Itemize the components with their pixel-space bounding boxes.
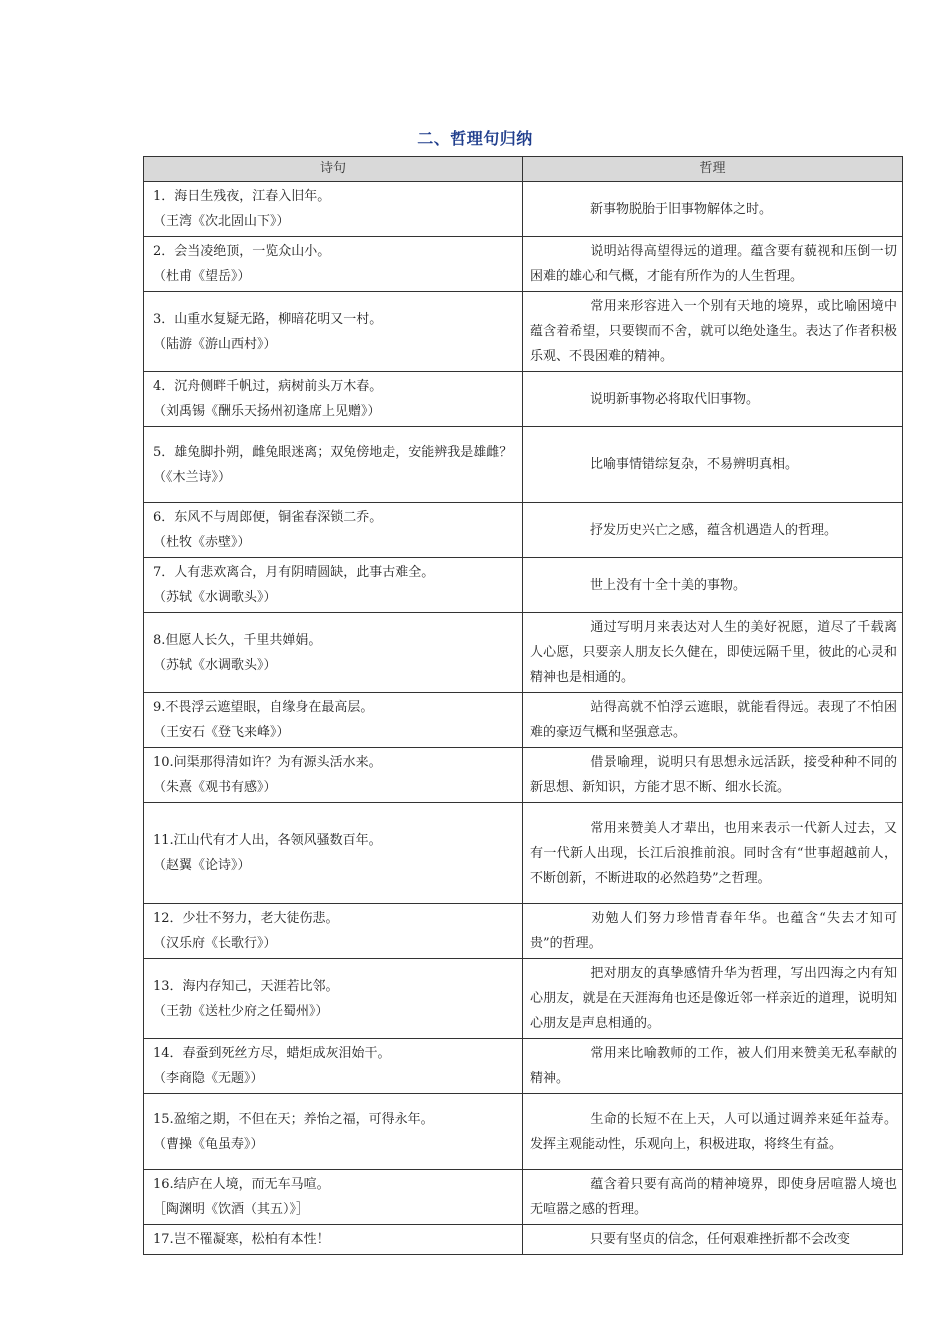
table-row — [144, 904, 903, 959]
poem-line: 5．雄兔脚扑朔，雌兔眼迷离；双兔傍地走，安能辨我是雄雌？ — [153, 444, 513, 460]
table-row — [144, 1225, 903, 1255]
poem-cell — [144, 372, 523, 427]
meaning-cell — [523, 1225, 903, 1255]
meaning-text: 抒发历史兴亡之感，蕴含机遇造人的哲理。 — [590, 522, 838, 538]
poem-source: （曹操《龟虽寿》） — [153, 1136, 264, 1152]
poem-line: 17.岂不罹凝寒，松柏有本性！ — [153, 1232, 330, 1247]
meaning-cell — [523, 503, 903, 558]
poem-line: 13．海内存知己，天涯若比邻。 — [153, 978, 339, 994]
meaning-cell — [523, 748, 903, 803]
meaning-cell — [523, 959, 903, 1039]
table-row — [144, 613, 903, 693]
philosophy-table — [143, 156, 903, 1255]
page-title: 二、哲理句归纳 — [417, 129, 533, 148]
meaning-text: 说明新事物必将取代旧事物。 — [590, 391, 760, 407]
meaning-text: 劝勉人们努力珍惜青春年华。也蕴含“失去才知可贵”的哲理。 — [530, 911, 897, 951]
poem-cell — [144, 693, 523, 748]
poem-cell — [144, 803, 523, 904]
poem-cell — [144, 558, 523, 613]
poem-line: 10.问渠那得清如许？为有源头活水来。 — [153, 755, 382, 770]
poem-line: 9.不畏浮云遮望眼，自缘身在最高层。 — [153, 700, 374, 715]
meaning-cell — [523, 613, 903, 693]
meaning-text: 通过写明月来表达对人生的美好祝愿，道尽了千载离人心愿，只要亲人朋友长久健在，即使远隔千里，彼此的心灵和精神也是相通的。 — [530, 620, 897, 685]
table-row — [144, 237, 903, 292]
poem-cell — [144, 503, 523, 558]
meaning-cell — [523, 292, 903, 372]
poem-source: （陆游《游山西村》） — [153, 336, 277, 352]
header-meaning: 哲理 — [523, 157, 903, 182]
poem-line: 6．东风不与周郎便，铜雀春深锁二乔。 — [153, 510, 383, 525]
poem-cell — [144, 613, 523, 693]
poem-source: （王勃《送杜少府之任蜀州》） — [153, 1003, 329, 1019]
meaning-text: 把对朋友的真挚感情升华为哲理，写出四海之内有知心朋友，就是在天涯海角也还是像近邻一样亲近的道理，说明知心朋友是声息相通的。 — [530, 966, 897, 1031]
poem-cell — [144, 1225, 523, 1255]
poem-source: （《木兰诗》） — [153, 469, 232, 485]
meaning-text: 世上没有十全十美的事物。 — [590, 577, 747, 593]
meaning-cell — [523, 1094, 903, 1170]
poem-line: 7．人有悲欢离合，月有阴晴圆缺，此事古难全。 — [153, 565, 435, 580]
poem-line: 15.盈缩之期，不但在天；养怡之福，可得永年。 — [153, 1111, 434, 1127]
poem-line: 14．春蚕到死丝方尽，蜡炬成灰泪始干。 — [153, 1046, 391, 1061]
table-row — [144, 803, 903, 904]
meaning-cell — [523, 1039, 903, 1094]
meaning-text: 常用来比喻教师的工作，被人们用来赞美无私奉献的精神。 — [530, 1046, 897, 1086]
poem-line: 3．山重水复疑无路，柳暗花明又一村。 — [153, 311, 383, 327]
table-row — [144, 427, 903, 503]
meaning-text: 说明站得高望得远的道理。蕴含要有藐视和压倒一切困难的雄心和气概，才能有所作为的人生哲理。 — [530, 244, 897, 284]
meaning-text: 新事物脱胎于旧事物解体之时。 — [590, 201, 773, 217]
table-row — [144, 959, 903, 1039]
poem-source: （朱熹《观书有感》） — [153, 780, 277, 795]
table-row — [144, 558, 903, 613]
meaning-text: 蕴含着只要有高尚的精神境界，即使身居喧嚣人境也无喧嚣之感的哲理。 — [530, 1177, 897, 1217]
meaning-cell — [523, 1170, 903, 1225]
meaning-cell — [523, 182, 903, 237]
meaning-cell — [523, 904, 903, 959]
poem-line: 12．少壮不努力，老大徒伤悲。 — [153, 911, 339, 926]
meaning-cell — [523, 558, 903, 613]
meaning-text: 站得高就不怕浮云遮眼，就能看得远。表现了不怕困难的豪迈气概和坚强意志。 — [530, 700, 897, 740]
meaning-cell — [523, 803, 903, 904]
poem-source: （苏轼《水调歌头》） — [153, 590, 277, 605]
meaning-text: 常用来形容进入一个别有天地的境界，或比喻困境中蕴含着希望，只要锲而不舍，就可以绝处逢生。表达了作者积极乐观、不畏困难的精神。 — [530, 299, 897, 364]
poem-source: （王安石《登飞来峰》） — [153, 725, 290, 740]
table-row — [144, 1094, 903, 1170]
poem-source: （杜甫《望岳》） — [153, 269, 251, 284]
poem-line: 8.但愿人长久，千里共婵娟。 — [153, 632, 322, 648]
poem-line: 1．海日生残夜，江春入旧年。 — [153, 189, 331, 204]
poem-line: 4．沉舟侧畔千帆过，病树前头万木春。 — [153, 379, 383, 394]
meaning-text: 常用来赞美人才辈出，也用来表示一代新人过去，又有一代新人出现，长江后浪推前浪。同时含有“世事超越前人，不断创新，不断进取的必然趋势”之哲理。 — [530, 820, 897, 886]
meaning-cell — [523, 237, 903, 292]
poem-source: （苏轼《水调歌头》） — [153, 657, 277, 673]
meaning-cell — [523, 693, 903, 748]
poem-cell — [144, 1039, 523, 1094]
poem-cell — [144, 182, 523, 237]
poem-cell — [144, 748, 523, 803]
header-poem: 诗句 — [144, 157, 523, 182]
poem-source: ［陶渊明《饮酒（其五）》］ — [153, 1202, 310, 1217]
poem-source: （刘禹锡《酬乐天扬州初逢席上见赠》） — [153, 404, 381, 419]
poem-cell — [144, 904, 523, 959]
poem-source: （王湾《次北固山下》） — [153, 214, 290, 229]
poem-line: 2．会当凌绝顶，一览众山小。 — [153, 244, 331, 259]
poem-line: 16.结庐在人境，而无车马喧。 — [153, 1177, 330, 1192]
poem-cell — [144, 427, 523, 503]
poem-source: （汉乐府《长歌行》） — [153, 936, 277, 951]
table-row — [144, 748, 903, 803]
meaning-cell — [523, 427, 903, 503]
poem-cell — [144, 1094, 523, 1170]
poem-cell — [144, 237, 523, 292]
table-row — [144, 693, 903, 748]
table-row — [144, 1039, 903, 1094]
table-row — [144, 1170, 903, 1225]
poem-line: 11.江山代有才人出，各领风骚数百年。 — [153, 833, 382, 848]
table-row — [144, 372, 903, 427]
poem-source: （杜牧《赤壁》） — [153, 535, 251, 550]
poem-source: （赵翼《论诗》） — [153, 858, 251, 873]
meaning-text: 生命的长短不在上天，人可以通过调养来延年益寿。发挥主观能动性，乐观向上，积极进取，将终生有益。 — [530, 1111, 897, 1152]
poem-source: （李商隐《无题》） — [153, 1071, 264, 1086]
table-row — [144, 503, 903, 558]
meaning-text: 借景喻理，说明只有思想永远活跃，接受种种不同的新思想、新知识，方能才思不断、细水长流。 — [530, 755, 897, 795]
table-body — [144, 182, 903, 1255]
table-header-row — [144, 157, 903, 182]
table-row — [144, 292, 903, 372]
meaning-cell — [523, 372, 903, 427]
poem-cell — [144, 959, 523, 1039]
poem-cell — [144, 292, 523, 372]
poem-cell — [144, 1170, 523, 1225]
meaning-text: 比喻事情错综复杂，不易辨明真相。 — [590, 457, 799, 472]
meaning-text: 只要有坚贞的信念，任何艰难挫折都不会改变 — [590, 1232, 851, 1247]
table-row — [144, 182, 903, 237]
